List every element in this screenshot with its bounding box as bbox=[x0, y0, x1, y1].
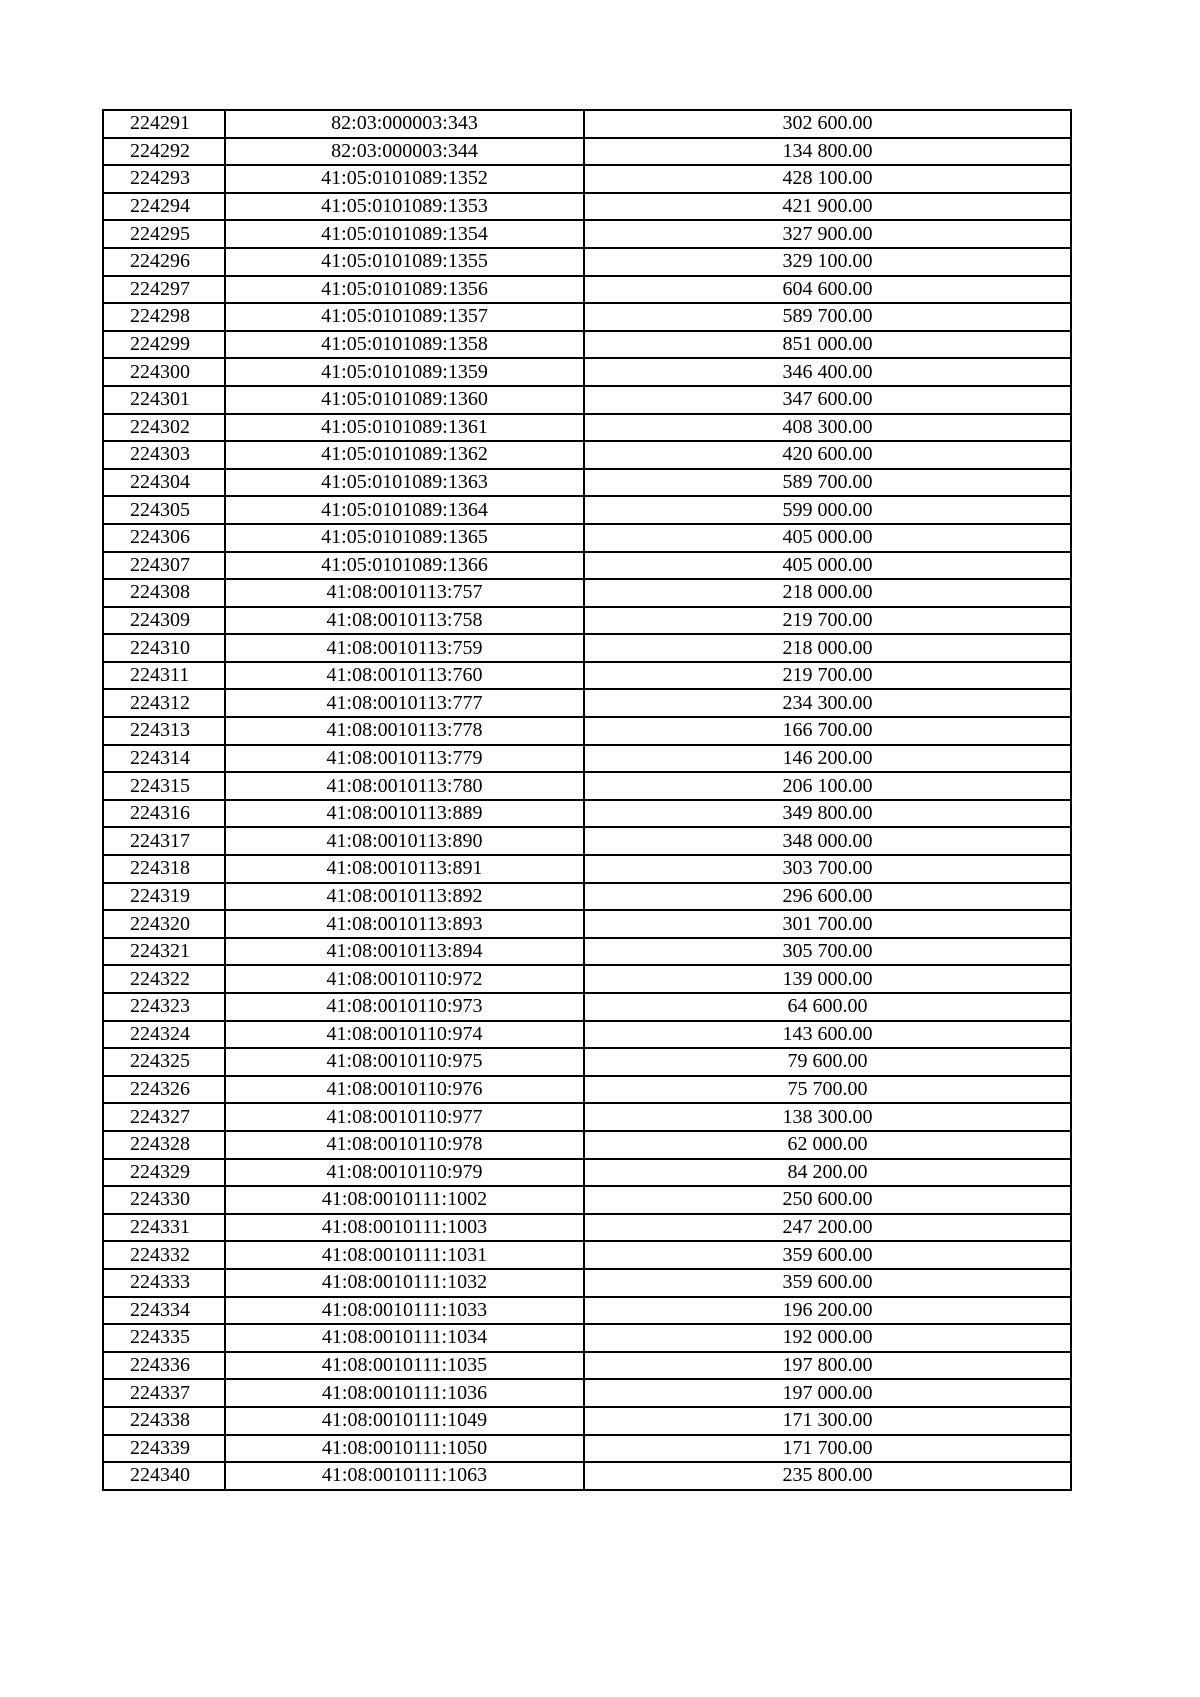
table-row bbox=[103, 552, 1071, 580]
cadastral-number-cell: 41:08:0010113:779 bbox=[225, 745, 584, 773]
cadastral-number-cell: 41:05:0101089:1359 bbox=[225, 358, 584, 386]
row-number-cell: 224334 bbox=[103, 1297, 225, 1325]
cadastral-value-cell: 171 300.00 bbox=[584, 1407, 1071, 1435]
cadastral-value-cell: 348 000.00 bbox=[584, 827, 1071, 855]
cadastral-value-cell: 303 700.00 bbox=[584, 855, 1071, 883]
cadastral-number-cell: 41:08:0010113:780 bbox=[225, 772, 584, 800]
cadastral-value-cell: 296 600.00 bbox=[584, 883, 1071, 911]
cadastral-number-cell: 41:08:0010110:976 bbox=[225, 1076, 584, 1104]
table-row bbox=[103, 496, 1071, 524]
cadastral-value-cell: 359 600.00 bbox=[584, 1269, 1071, 1297]
table-row bbox=[103, 331, 1071, 359]
cadastral-value-cell: 218 000.00 bbox=[584, 579, 1071, 607]
cadastral-number-cell: 41:05:0101089:1364 bbox=[225, 496, 584, 524]
row-number-cell: 224292 bbox=[103, 138, 225, 166]
table-row bbox=[103, 1241, 1071, 1269]
table-row bbox=[103, 800, 1071, 828]
table-row bbox=[103, 1435, 1071, 1463]
row-number-cell: 224317 bbox=[103, 827, 225, 855]
table-row bbox=[103, 910, 1071, 938]
table-row bbox=[103, 607, 1071, 635]
row-number-cell: 224313 bbox=[103, 717, 225, 745]
cadastral-number-cell: 41:08:0010113:778 bbox=[225, 717, 584, 745]
table-row bbox=[103, 220, 1071, 248]
table-row bbox=[103, 524, 1071, 552]
table-row bbox=[103, 469, 1071, 497]
cadastral-value-cell: 428 100.00 bbox=[584, 165, 1071, 193]
cadastral-number-cell: 41:08:0010113:758 bbox=[225, 607, 584, 635]
cadastral-number-cell: 41:08:0010113:894 bbox=[225, 938, 584, 966]
row-number-cell: 224306 bbox=[103, 524, 225, 552]
cadastral-value-cell: 62 000.00 bbox=[584, 1131, 1071, 1159]
cadastral-number-cell: 41:08:0010110:975 bbox=[225, 1048, 584, 1076]
row-number-cell: 224340 bbox=[103, 1462, 225, 1490]
row-number-cell: 224327 bbox=[103, 1103, 225, 1131]
cadastral-value-cell: 420 600.00 bbox=[584, 441, 1071, 469]
table-row bbox=[103, 193, 1071, 221]
cadastral-value-cell: 421 900.00 bbox=[584, 193, 1071, 221]
row-number-cell: 224300 bbox=[103, 358, 225, 386]
table-row bbox=[103, 689, 1071, 717]
row-number-cell: 224311 bbox=[103, 662, 225, 690]
cadastral-number-cell: 41:05:0101089:1360 bbox=[225, 386, 584, 414]
cadastral-value-cell: 347 600.00 bbox=[584, 386, 1071, 414]
table-row bbox=[103, 1076, 1071, 1104]
cadastral-number-cell: 41:08:0010110:974 bbox=[225, 1021, 584, 1049]
table-row bbox=[103, 1324, 1071, 1352]
cadastral-number-cell: 41:05:0101089:1353 bbox=[225, 193, 584, 221]
cadastral-number-cell: 41:08:0010113:893 bbox=[225, 910, 584, 938]
table-row bbox=[103, 248, 1071, 276]
cadastral-value-cell: 247 200.00 bbox=[584, 1214, 1071, 1242]
row-number-cell: 224330 bbox=[103, 1186, 225, 1214]
row-number-cell: 224309 bbox=[103, 607, 225, 635]
row-number-cell: 224302 bbox=[103, 414, 225, 442]
cadastral-value-cell: 197 800.00 bbox=[584, 1352, 1071, 1380]
table-row bbox=[103, 827, 1071, 855]
row-number-cell: 224310 bbox=[103, 634, 225, 662]
row-number-cell: 224293 bbox=[103, 165, 225, 193]
cadastral-number-cell: 41:08:0010113:892 bbox=[225, 883, 584, 911]
cadastral-number-cell: 41:08:0010111:1031 bbox=[225, 1241, 584, 1269]
table-row bbox=[103, 1297, 1071, 1325]
row-number-cell: 224328 bbox=[103, 1131, 225, 1159]
row-number-cell: 224295 bbox=[103, 220, 225, 248]
table-row bbox=[103, 1103, 1071, 1131]
table-body bbox=[103, 110, 1071, 1490]
row-number-cell: 224339 bbox=[103, 1435, 225, 1463]
cadastral-value-cell: 359 600.00 bbox=[584, 1241, 1071, 1269]
cadastral-number-cell: 41:08:0010111:1034 bbox=[225, 1324, 584, 1352]
row-number-cell: 224305 bbox=[103, 496, 225, 524]
cadastral-value-cell: 219 700.00 bbox=[584, 662, 1071, 690]
cadastral-value-cell: 134 800.00 bbox=[584, 138, 1071, 166]
table-row bbox=[103, 1021, 1071, 1049]
cadastral-value-cell: 197 000.00 bbox=[584, 1379, 1071, 1407]
cadastral-number-cell: 41:08:0010113:889 bbox=[225, 800, 584, 828]
cadastral-value-table bbox=[102, 109, 1072, 1491]
cadastral-number-cell: 41:08:0010113:759 bbox=[225, 634, 584, 662]
row-number-cell: 224316 bbox=[103, 800, 225, 828]
cadastral-number-cell: 41:08:0010111:1049 bbox=[225, 1407, 584, 1435]
cadastral-value-cell: 206 100.00 bbox=[584, 772, 1071, 800]
cadastral-number-cell: 41:08:0010113:760 bbox=[225, 662, 584, 690]
table-row bbox=[103, 1462, 1071, 1490]
row-number-cell: 224336 bbox=[103, 1352, 225, 1380]
cadastral-value-cell: 138 300.00 bbox=[584, 1103, 1071, 1131]
row-number-cell: 224326 bbox=[103, 1076, 225, 1104]
cadastral-number-cell: 41:08:0010111:1002 bbox=[225, 1186, 584, 1214]
cadastral-value-cell: 405 000.00 bbox=[584, 552, 1071, 580]
row-number-cell: 224298 bbox=[103, 303, 225, 331]
table-row bbox=[103, 1379, 1071, 1407]
cadastral-number-cell: 41:08:0010111:1036 bbox=[225, 1379, 584, 1407]
cadastral-value-cell: 349 800.00 bbox=[584, 800, 1071, 828]
row-number-cell: 224337 bbox=[103, 1379, 225, 1407]
cadastral-number-cell: 41:05:0101089:1357 bbox=[225, 303, 584, 331]
row-number-cell: 224297 bbox=[103, 276, 225, 304]
row-number-cell: 224321 bbox=[103, 938, 225, 966]
table-row bbox=[103, 358, 1071, 386]
row-number-cell: 224315 bbox=[103, 772, 225, 800]
cadastral-number-cell: 41:05:0101089:1362 bbox=[225, 441, 584, 469]
table-row bbox=[103, 1214, 1071, 1242]
cadastral-number-cell: 41:08:0010113:777 bbox=[225, 689, 584, 717]
table-row bbox=[103, 634, 1071, 662]
table-row bbox=[103, 1186, 1071, 1214]
cadastral-value-cell: 235 800.00 bbox=[584, 1462, 1071, 1490]
cadastral-value-cell: 346 400.00 bbox=[584, 358, 1071, 386]
table-row bbox=[103, 993, 1071, 1021]
cadastral-number-cell: 41:08:0010110:972 bbox=[225, 965, 584, 993]
row-number-cell: 224318 bbox=[103, 855, 225, 883]
cadastral-number-cell: 41:05:0101089:1356 bbox=[225, 276, 584, 304]
table-row bbox=[103, 883, 1071, 911]
cadastral-number-cell: 41:05:0101089:1354 bbox=[225, 220, 584, 248]
table-row bbox=[103, 165, 1071, 193]
cadastral-number-cell: 41:08:0010110:978 bbox=[225, 1131, 584, 1159]
cadastral-number-cell: 41:08:0010111:1033 bbox=[225, 1297, 584, 1325]
cadastral-number-cell: 82:03:000003:344 bbox=[225, 138, 584, 166]
table-row bbox=[103, 965, 1071, 993]
row-number-cell: 224323 bbox=[103, 993, 225, 1021]
cadastral-number-cell: 41:08:0010113:891 bbox=[225, 855, 584, 883]
cadastral-value-cell: 139 000.00 bbox=[584, 965, 1071, 993]
row-number-cell: 224312 bbox=[103, 689, 225, 717]
cadastral-number-cell: 41:08:0010113:757 bbox=[225, 579, 584, 607]
cadastral-value-cell: 589 700.00 bbox=[584, 303, 1071, 331]
table-row bbox=[103, 110, 1071, 138]
cadastral-value-cell: 405 000.00 bbox=[584, 524, 1071, 552]
cadastral-value-cell: 234 300.00 bbox=[584, 689, 1071, 717]
cadastral-value-cell: 305 700.00 bbox=[584, 938, 1071, 966]
row-number-cell: 224335 bbox=[103, 1324, 225, 1352]
row-number-cell: 224329 bbox=[103, 1159, 225, 1187]
table-row bbox=[103, 441, 1071, 469]
cadastral-number-cell: 41:08:0010111:1063 bbox=[225, 1462, 584, 1490]
row-number-cell: 224333 bbox=[103, 1269, 225, 1297]
cadastral-value-cell: 301 700.00 bbox=[584, 910, 1071, 938]
cadastral-value-cell: 302 600.00 bbox=[584, 110, 1071, 138]
row-number-cell: 224303 bbox=[103, 441, 225, 469]
table-row bbox=[103, 772, 1071, 800]
cadastral-number-cell: 41:08:0010110:973 bbox=[225, 993, 584, 1021]
row-number-cell: 224294 bbox=[103, 193, 225, 221]
row-number-cell: 224299 bbox=[103, 331, 225, 359]
table-row bbox=[103, 579, 1071, 607]
cadastral-value-cell: 219 700.00 bbox=[584, 607, 1071, 635]
cadastral-number-cell: 82:03:000003:343 bbox=[225, 110, 584, 138]
cadastral-value-cell: 171 700.00 bbox=[584, 1435, 1071, 1463]
row-number-cell: 224322 bbox=[103, 965, 225, 993]
row-number-cell: 224314 bbox=[103, 745, 225, 773]
cadastral-value-cell: 599 000.00 bbox=[584, 496, 1071, 524]
table-row bbox=[103, 717, 1071, 745]
table-row bbox=[103, 1352, 1071, 1380]
cadastral-value-cell: 327 900.00 bbox=[584, 220, 1071, 248]
cadastral-number-cell: 41:05:0101089:1361 bbox=[225, 414, 584, 442]
cadastral-value-cell: 84 200.00 bbox=[584, 1159, 1071, 1187]
row-number-cell: 224325 bbox=[103, 1048, 225, 1076]
row-number-cell: 224338 bbox=[103, 1407, 225, 1435]
table-row bbox=[103, 1407, 1071, 1435]
row-number-cell: 224331 bbox=[103, 1214, 225, 1242]
row-number-cell: 224304 bbox=[103, 469, 225, 497]
cadastral-number-cell: 41:08:0010111:1003 bbox=[225, 1214, 584, 1242]
cadastral-number-cell: 41:05:0101089:1366 bbox=[225, 552, 584, 580]
cadastral-value-cell: 75 700.00 bbox=[584, 1076, 1071, 1104]
row-number-cell: 224319 bbox=[103, 883, 225, 911]
cadastral-value-cell: 64 600.00 bbox=[584, 993, 1071, 1021]
row-number-cell: 224308 bbox=[103, 579, 225, 607]
table-row bbox=[103, 276, 1071, 304]
cadastral-number-cell: 41:08:0010110:979 bbox=[225, 1159, 584, 1187]
cadastral-number-cell: 41:05:0101089:1358 bbox=[225, 331, 584, 359]
table-row bbox=[103, 1131, 1071, 1159]
row-number-cell: 224332 bbox=[103, 1241, 225, 1269]
row-number-cell: 224291 bbox=[103, 110, 225, 138]
row-number-cell: 224307 bbox=[103, 552, 225, 580]
cadastral-value-cell: 192 000.00 bbox=[584, 1324, 1071, 1352]
table-row bbox=[103, 386, 1071, 414]
table-row bbox=[103, 303, 1071, 331]
cadastral-value-cell: 218 000.00 bbox=[584, 634, 1071, 662]
table-row bbox=[103, 938, 1071, 966]
cadastral-value-cell: 143 600.00 bbox=[584, 1021, 1071, 1049]
cadastral-number-cell: 41:05:0101089:1363 bbox=[225, 469, 584, 497]
cadastral-value-cell: 329 100.00 bbox=[584, 248, 1071, 276]
cadastral-number-cell: 41:08:0010111:1050 bbox=[225, 1435, 584, 1463]
table-row bbox=[103, 1159, 1071, 1187]
cadastral-value-cell: 166 700.00 bbox=[584, 717, 1071, 745]
cadastral-value-cell: 250 600.00 bbox=[584, 1186, 1071, 1214]
cadastral-number-cell: 41:08:0010113:890 bbox=[225, 827, 584, 855]
cadastral-number-cell: 41:08:0010111:1032 bbox=[225, 1269, 584, 1297]
cadastral-number-cell: 41:05:0101089:1365 bbox=[225, 524, 584, 552]
row-number-cell: 224324 bbox=[103, 1021, 225, 1049]
table-row bbox=[103, 138, 1071, 166]
table-row bbox=[103, 1048, 1071, 1076]
cadastral-value-cell: 589 700.00 bbox=[584, 469, 1071, 497]
row-number-cell: 224296 bbox=[103, 248, 225, 276]
cadastral-number-cell: 41:05:0101089:1355 bbox=[225, 248, 584, 276]
cadastral-value-cell: 604 600.00 bbox=[584, 276, 1071, 304]
table-row bbox=[103, 414, 1071, 442]
table-row bbox=[103, 855, 1071, 883]
cadastral-number-cell: 41:05:0101089:1352 bbox=[225, 165, 584, 193]
cadastral-value-cell: 146 200.00 bbox=[584, 745, 1071, 773]
cadastral-value-cell: 79 600.00 bbox=[584, 1048, 1071, 1076]
cadastral-number-cell: 41:08:0010110:977 bbox=[225, 1103, 584, 1131]
cadastral-value-cell: 408 300.00 bbox=[584, 414, 1071, 442]
table-row bbox=[103, 1269, 1071, 1297]
row-number-cell: 224320 bbox=[103, 910, 225, 938]
cadastral-value-cell: 851 000.00 bbox=[584, 331, 1071, 359]
cadastral-number-cell: 41:08:0010111:1035 bbox=[225, 1352, 584, 1380]
row-number-cell: 224301 bbox=[103, 386, 225, 414]
table-row bbox=[103, 662, 1071, 690]
cadastral-value-cell: 196 200.00 bbox=[584, 1297, 1071, 1325]
table-row bbox=[103, 745, 1071, 773]
